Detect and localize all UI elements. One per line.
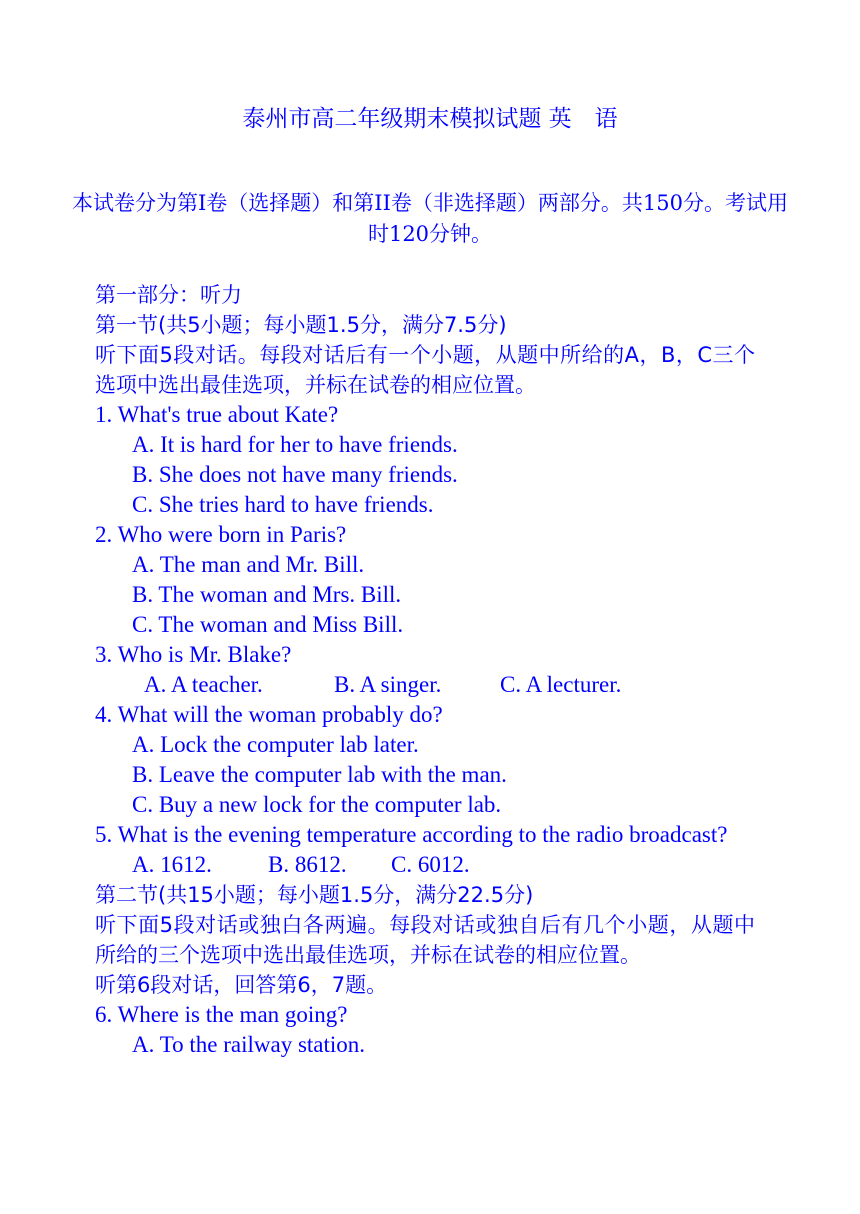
- option-c: C. 6012.: [391, 852, 470, 877]
- option-a: A. It is hard for her to have friends.: [132, 432, 458, 457]
- question-3: [95, 640, 755, 700]
- option-a: A. 1612.: [132, 852, 212, 877]
- option-b: B. 8612.: [268, 852, 347, 877]
- option-c: C. The woman and Miss Bill.: [132, 612, 404, 637]
- option-a: A. To the railway station.: [132, 1032, 366, 1057]
- option-b: B. The woman and Mrs. Bill.: [132, 582, 402, 607]
- option-a: A. The man and Mr. Bill.: [132, 552, 365, 577]
- section2-heading: 第二节(共15小题；每小题1.5分，满分22.5分): [95, 883, 534, 907]
- options-row: [95, 670, 755, 700]
- section1-instructions: 听下面5段对话。每段对话后有一个小题，从题中所给的A，B，C三个选项中选出最佳选项，并标在试卷的相应位置。: [95, 343, 755, 397]
- question-text: 3. Who is Mr. Blake?: [95, 642, 292, 667]
- option-b: B. A singer.: [334, 672, 442, 697]
- option-b: B. She does not have many friends.: [132, 462, 458, 487]
- question-text: 1. What's true about Kate?: [95, 402, 339, 427]
- option-a: A. Lock the computer lab later.: [132, 732, 419, 757]
- question-5: [95, 820, 755, 880]
- option-c: C. She tries hard to have friends.: [132, 492, 434, 517]
- part1-heading: 第一部分：听力: [95, 283, 242, 307]
- dialogue6-heading: 听第6段对话，回答第6，7题。: [95, 973, 388, 997]
- question-text: 5. What is the evening temperature according to the radio broadcast?: [95, 822, 728, 847]
- question-1: [95, 400, 755, 520]
- option-c: C. A lecturer.: [500, 672, 622, 697]
- question-text: 6. Where is the man going?: [95, 1002, 348, 1027]
- option-a: A. A teacher.: [144, 672, 263, 697]
- option-b: B. Leave the computer lab with the man.: [132, 762, 507, 787]
- section1-heading: 第一节(共5小题；每小题1.5分，满分7.5分): [95, 313, 507, 337]
- question-text: 2. Who were born in Paris?: [95, 522, 347, 547]
- exam-intro: 本试卷分为第Ⅰ卷（选择题）和第II卷（非选择题）两部分。共150分。考试用时120分钟。: [72, 191, 788, 246]
- question-6: [95, 1000, 755, 1060]
- option-c: C. Buy a new lock for the computer lab.: [132, 792, 502, 817]
- section2-instructions: 听下面5段对话或独白各两遍。每段对话或独自后有几个小题，从题中所给的三个选项中选出最佳选项，并标在试卷的相应位置。: [95, 913, 755, 967]
- page-title: 泰州市高二年级期末模拟试题 英 语: [242, 106, 618, 132]
- options-row: [95, 850, 755, 880]
- question-4: [95, 700, 755, 820]
- part1-listening: [95, 280, 755, 1060]
- question-text: 4. What will the woman probably do?: [95, 702, 443, 727]
- question-2: [95, 520, 755, 640]
